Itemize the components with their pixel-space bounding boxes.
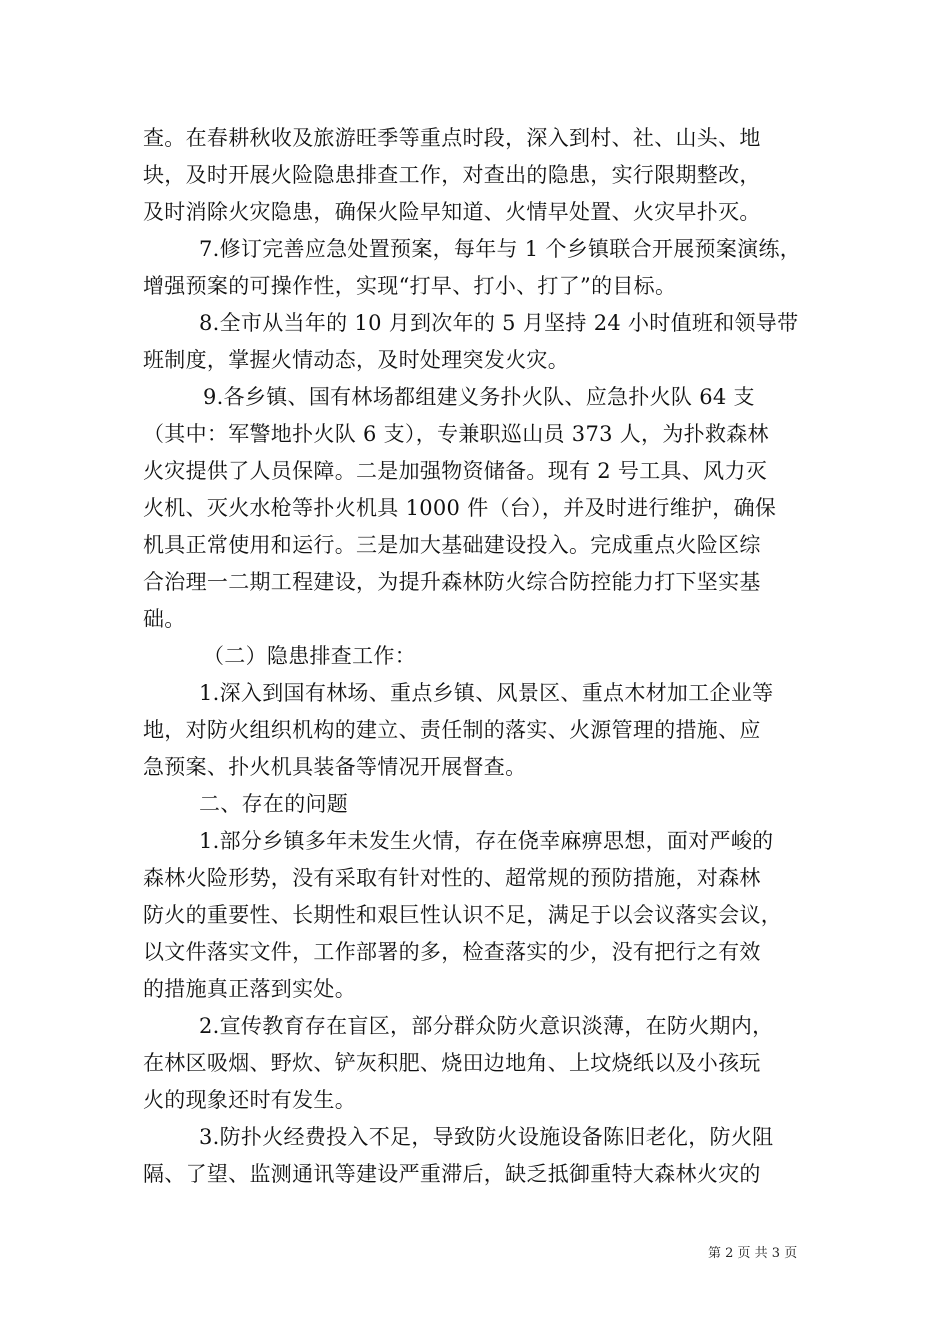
- text-line: 7.修订完善应急处置预案，每年与 1 个乡镇联合开展预案演练，: [199, 237, 802, 261]
- text-line: 9.各乡镇、国有林场都组建义务扑火队、应急扑火队 64 支: [203, 385, 755, 409]
- text-line: 1.深入到国有林场、重点乡镇、风景区、重点木材加工企业等: [199, 681, 774, 705]
- text-line: 火机、灭火水枪等扑火机具 1000 件（台），并及时进行维护，确保: [143, 496, 777, 520]
- text-line: 础。: [143, 607, 186, 631]
- text-line: 2.宣传教育存在盲区，部分群众防火意识淡薄，在防火期内，: [199, 1014, 774, 1038]
- text-line: （其中：军警地扑火队 6 支），专兼职巡山员 373 人，为扑救森林: [143, 422, 769, 446]
- text-line: 火的现象还时有发生。: [143, 1088, 356, 1112]
- text-line: 1.部分乡镇多年未发生火情，存在侥幸麻痹思想，面对严峻的: [199, 829, 774, 853]
- text-line: 防火的重要性、长期性和艰巨性认识不足，满足于以会议落实会议，: [143, 903, 782, 927]
- text-line: 查。在春耕秋收及旅游旺季等重点时段，深入到村、社、山头、地: [143, 126, 761, 150]
- text-line: 机具正常使用和运行。三是加大基础建设投入。完成重点火险区综: [143, 533, 761, 557]
- section-heading: 二、存在的问题: [199, 792, 349, 816]
- text-line: 增强预案的可操作性，实现“打早、打小、打了”的目标。: [143, 274, 677, 298]
- text-line: 火灾提供了人员保障。二是加强物资储备。现有 2 号工具、风力灭: [143, 459, 768, 483]
- text-line: 隔、了望、监测通讯等建设严重滞后，缺乏抵御重特大森林火灾的: [143, 1162, 761, 1186]
- section-heading: （二）隐患排查工作：: [203, 644, 416, 668]
- text-line: 急预案、扑火机具装备等情况开展督查。: [143, 755, 527, 779]
- text-line: 班制度，掌握火情动态，及时处理突发火灾。: [143, 348, 569, 372]
- page-number: 第 2 页 共 3 页: [708, 1246, 798, 1261]
- text-line: 块，及时开展火险隐患排查工作，对查出的隐患，实行限期整改，: [143, 163, 761, 187]
- text-line: 地，对防火组织机构的建立、责任制的落实、火源管理的措施、应: [143, 718, 761, 742]
- text-line: 在林区吸烟、野炊、铲灰积肥、烧田边地角、上坟烧纸以及小孩玩: [143, 1051, 761, 1075]
- text-line: 及时消除火灾隐患，确保火险早知道、火情早处置、火灾早扑灭。: [143, 200, 761, 224]
- text-line: 合治理一二期工程建设，为提升森林防火综合防控能力打下坚实基: [143, 570, 761, 594]
- text-line: 3.防扑火经费投入不足，导致防火设施设备陈旧老化，防火阻: [199, 1125, 774, 1149]
- text-line: 的措施真正落到实处。: [143, 977, 356, 1001]
- text-line: 8.全市从当年的 10 月到次年的 5 月坚持 24 小时值班和领导带: [199, 311, 799, 335]
- text-line: 森林火险形势，没有采取有针对性的、超常规的预防措施，对森林: [143, 866, 761, 890]
- text-line: 以文件落实文件，工作部署的多，检查落实的少，没有把行之有效: [143, 940, 761, 964]
